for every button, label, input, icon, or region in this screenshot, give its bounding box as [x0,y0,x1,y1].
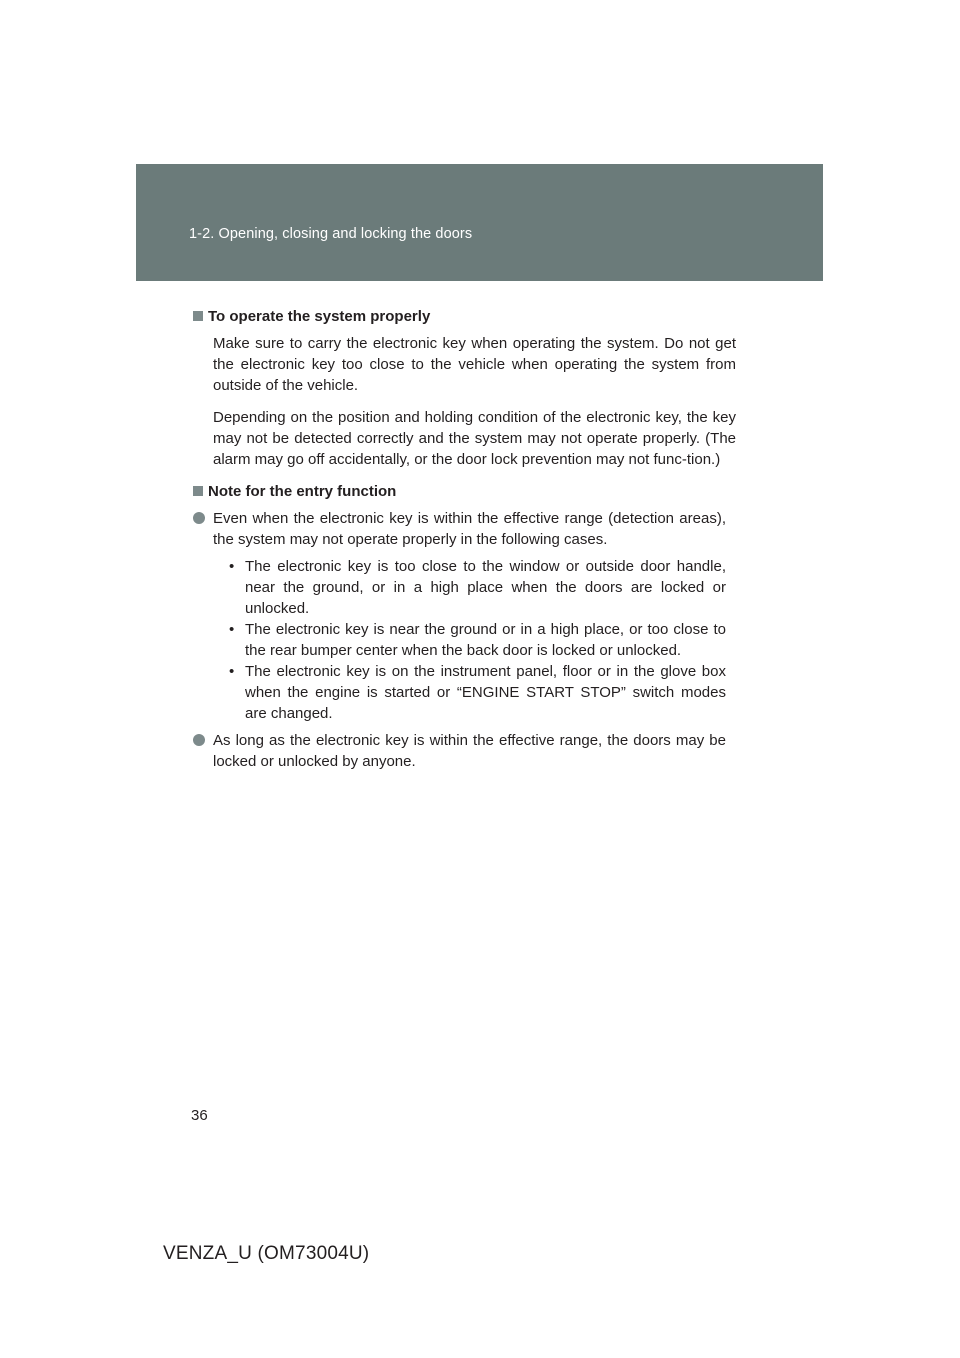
heading-text: To operate the system properly [208,308,431,325]
heading-entry-function [193,481,736,502]
section-header-band [136,164,823,281]
list-item-text: Even when the electronic key is within the effective range (detection areas), the system may not operate properly in the following cases. [213,510,726,548]
sub-list-item [227,661,726,724]
square-bullet-icon [193,311,203,321]
sub-list [227,556,726,724]
dot-bullet-icon: • [229,558,235,575]
sub-list-item-text: The electronic key is near the ground or in a high place, or too close to the rear bumper center when the back door is locked or unlocked. [245,621,726,659]
heading-operate-system [193,306,736,327]
sub-list-item [227,619,726,661]
document-code: VENZA_U (OM73004U) [163,1243,370,1264]
heading-text: Note for the entry function [208,483,397,500]
circle-bullet-icon [193,512,205,524]
sub-list-item-text: The electronic key is on the instrument panel, floor or in the glove box when the engine is started or “ENGINE START STOP” switch modes are changed. [245,663,726,722]
paragraph: Make sure to carry the electronic key when operating the system. Do not get the electronic key too close to the vehicle when operating the system from outside of the vehicle. [213,335,736,394]
dot-bullet-icon: • [229,621,235,638]
page-number: 36 [191,1107,208,1124]
list-item [193,730,726,772]
paragraph: Depending on the position and holding condition of the electronic key, the key may not be detected correctly and the system may not operate properly. (The alarm may go off accidentally, or the door lock prevention may not func-tion.) [213,409,736,468]
square-bullet-icon [193,486,203,496]
section-title: 1-2. Opening, closing and locking the doors [189,226,473,242]
list-item-text: As long as the electronic key is within the effective range, the doors may be locked or unlocked by anyone. [213,732,726,770]
list-item [193,508,726,550]
circle-bullet-icon [193,734,205,746]
page-content [193,306,736,778]
sub-list-item-text: The electronic key is too close to the window or outside door handle, near the ground, or in a high place when the doors are locked or unlocked. [245,558,726,617]
dot-bullet-icon: • [229,663,235,680]
sub-list-item [227,556,726,619]
